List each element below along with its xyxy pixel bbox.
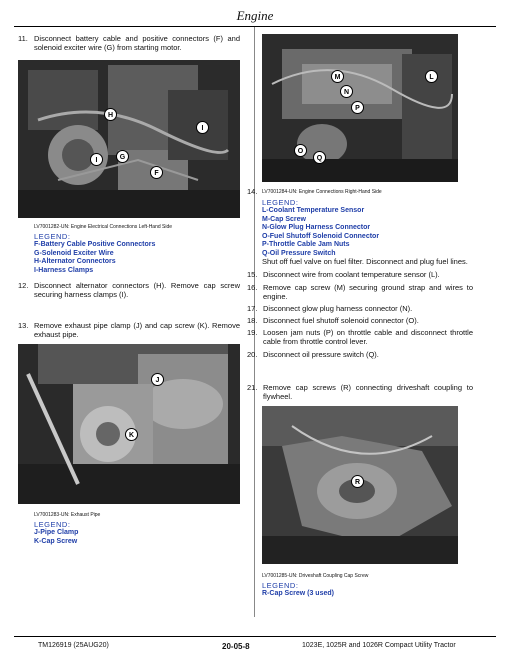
step-text: Remove cap screws (R) connecting driveshaft coupling to flywheel. [263, 383, 473, 401]
step-text: Disconnect alternator connectors (H). Remove cap screw securing harness clamps (I). [34, 281, 240, 299]
callout-N: N [340, 85, 353, 98]
fig1-legend-item: G-Solenoid Exciter Wire [34, 249, 114, 257]
footer-rule [14, 636, 496, 637]
step-number: 17. [247, 304, 258, 313]
callout-J: J [151, 373, 164, 386]
photo-exhaust-pipe [18, 344, 240, 504]
fig1-legend-item: H-Alternator Connectors [34, 258, 116, 265]
fig1-legend-item: I-Harness Clamps [34, 266, 94, 274]
fig3-legend-item: L-Coolant Temperature Sensor [262, 207, 365, 214]
step-number: 20. [247, 350, 258, 359]
step-text: Disconnect fuel shutoff solenoid connector (O). [263, 316, 419, 325]
fig3-legend-item: M-Cap Screw [262, 215, 306, 223]
step-number: 21. [247, 383, 258, 392]
page-header-title: Engine [236, 8, 274, 23]
fig3-legend-item: N-Glow Plug Harness Connector [262, 224, 371, 231]
callout-Q: Q [313, 151, 326, 164]
fig2-legend-item: K-Cap Screw [34, 537, 78, 545]
fig2-caption: LV7001283-UN: Exhaust Pipe [34, 512, 101, 518]
step-number: 12. [18, 281, 29, 290]
footer-doc-id: TM126919 (25AUG20) [38, 642, 109, 649]
fig1-caption: LV7001282-UN: Engine Electrical Connections Left-Hand Side [34, 224, 173, 230]
fig3-legend-item: P-Throttle Cable Jam Nuts [262, 241, 350, 248]
fig2-legend-title: LEGEND: [34, 520, 71, 529]
fig3-legend-title: LEGEND: [262, 198, 299, 207]
footer-page-number: 20-05-8 [222, 642, 250, 651]
step-text: Loosen jam nuts (P) on throttle cable and disconnect throttle cable from throttle control lever. [263, 328, 473, 346]
fig1-legend-item: F-Battery Cable Positive Connectors [34, 241, 156, 248]
callout-I: I [90, 153, 103, 166]
step-number: 16. [247, 283, 258, 292]
step-number: 18. [247, 316, 258, 325]
step-number: 19. [247, 328, 258, 337]
step-text: Disconnect glow plug harness connector (N). [263, 304, 413, 313]
fig4-caption: LV7001285-UN: Driveshaft Coupling Cap Screw [262, 573, 369, 579]
fig3-caption: LV7001284-UN: Engine Connections Right-Hand Side [262, 189, 382, 195]
step-number: 15. [247, 270, 258, 279]
step-14-number: 14. [247, 187, 258, 196]
callout-F: F [150, 166, 163, 179]
step-text: Remove exhaust pipe clamp (J) and cap screw (K). Remove exhaust pipe. [34, 321, 240, 339]
fig3-legend-item: Q-Oil Pressure Switch [262, 249, 336, 257]
callout-L: L [425, 70, 438, 83]
step-text: Remove cap screw (M) securing ground strap and wires to engine. [263, 283, 473, 301]
step-14-text: Shut off fuel valve on fuel filter. Disconnect and plug fuel lines. [262, 257, 468, 266]
step-text: Disconnect battery cable and positive connectors (F) and solenoid exciter wire (G) from starting motor. [34, 34, 240, 52]
callout-K: K [125, 428, 138, 441]
step-text: Disconnect wire from coolant temperature sensor (L). [263, 270, 440, 279]
footer-manual-title: 1023E, 1025R and 1026R Compact Utility Tractor [302, 642, 456, 649]
fig4-legend-title: LEGEND: [262, 581, 299, 590]
callout-R: R [351, 475, 364, 488]
callout-G: G [116, 150, 129, 163]
step-number: 13. [18, 321, 29, 330]
photo-electrical-left [18, 60, 240, 218]
callout-O: O [294, 144, 307, 157]
fig4-legend-item: R-Cap Screw (3 used) [262, 590, 334, 597]
callout-P: P [351, 101, 364, 114]
step-number: 11. [18, 34, 28, 43]
callout-M: M [331, 70, 344, 83]
fig1-legend-title: LEGEND: [34, 232, 71, 241]
callout-I: I [196, 121, 209, 134]
step-text: Disconnect oil pressure switch (Q). [263, 350, 379, 359]
header-rule [14, 26, 496, 27]
callout-H: H [104, 108, 117, 121]
fig3-legend-item: O-Fuel Shutoff Solenoid Connector [262, 232, 380, 240]
fig2-legend-item: J-Pipe Clamp [34, 529, 79, 536]
